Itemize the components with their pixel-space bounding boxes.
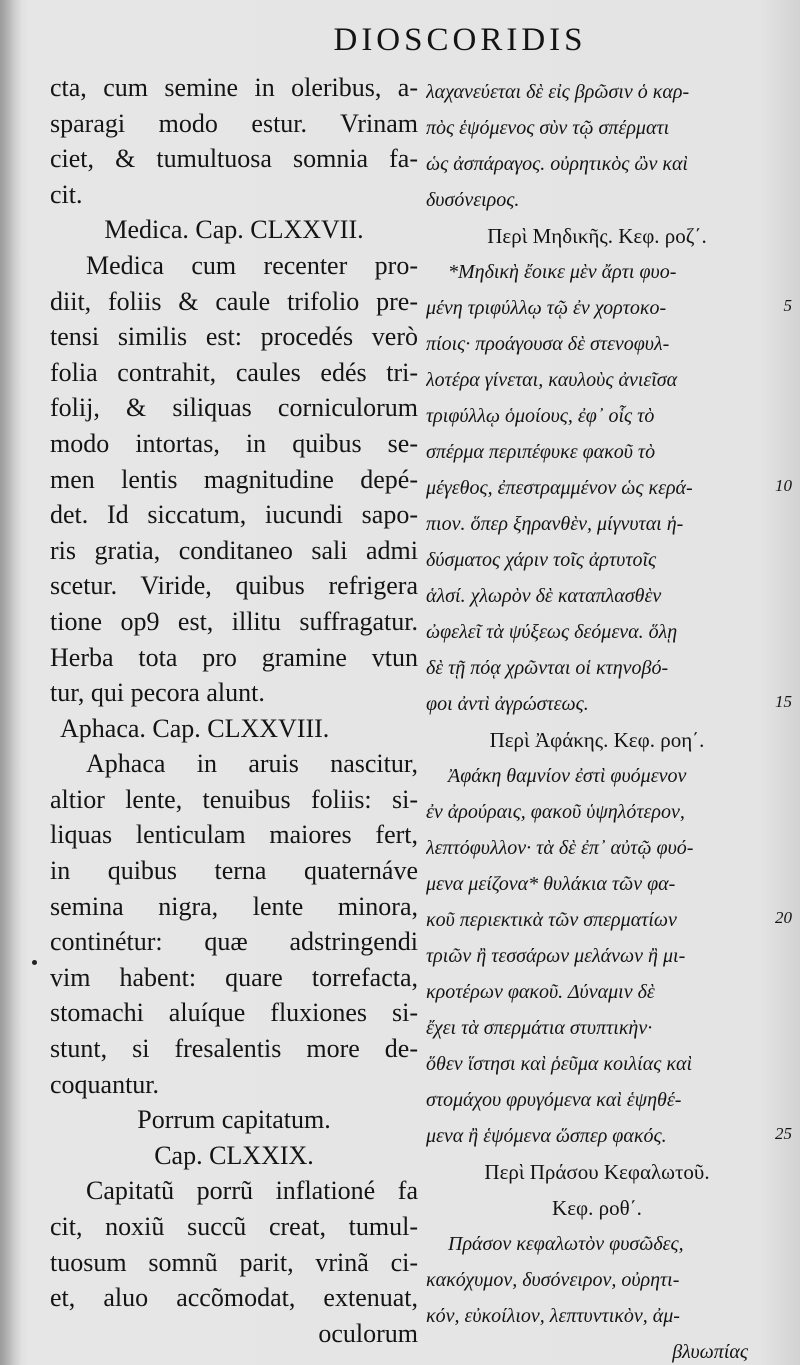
greek-text-line: μένη τριφύλλῳ τῷ ἐν χορτοκο- xyxy=(426,297,667,319)
latin-text-line: Aphaca in aruis nascitur, xyxy=(86,749,418,779)
latin-text-line: semina nigra, lente minora, xyxy=(50,891,418,921)
latin-text-line: et, aluo accõmodat, extenuat, xyxy=(50,1283,418,1313)
greek-text-line: λεπτόφυλλον· τὰ δὲ ἐπ᾽ αὐτῷ φυό- xyxy=(426,837,694,859)
latin-text-line: men lentis magnitudine depé- xyxy=(50,464,418,494)
latin-text-line: coquantur. xyxy=(50,1069,160,1099)
line-number-margin xyxy=(760,0,800,1365)
running-header: DIOSCORIDIS xyxy=(333,22,587,58)
greek-text-line: ἁλσί. χλωρὸν δὲ καταπλασθὲν xyxy=(426,585,662,607)
latin-text-line: tur, qui pecora alunt. xyxy=(50,678,265,708)
greek-text-line: λοτέρα γίνεται, καυλοὺς ἀνιεῖσα xyxy=(426,369,678,391)
latin-text-line: Herba tota pro gramine vtun xyxy=(50,642,418,672)
latin-text-line: sparagi modo estur. Vrinam xyxy=(50,108,418,138)
greek-text-line: μέγεθος, ἐπεστραμμένον ὡς κερά- xyxy=(426,477,693,499)
latin-text-line: ris gratia, conditaneo sali admi xyxy=(50,535,418,565)
greek-text-line: κόν, εὐκοίλιον, λεπτυντικὸν, ἀμ- xyxy=(426,1305,680,1327)
margin-line-number: 25 xyxy=(775,1124,792,1143)
greek-text-line: βλυωπίας xyxy=(672,1341,748,1363)
greek-text-line: μενα μείζονα* θυλάκια τῶν φα- xyxy=(426,873,676,895)
greek-text-line: ὠφελεῖ τὰ ψύξεως δεόμενα. ὅλῃ xyxy=(426,621,678,643)
greek-text-line: λαχανεύεται δὲ εἰς βρῶσιν ὁ καρ- xyxy=(426,81,690,103)
greek-text-line: κοῦ περιεκτικὰ τῶν σπερματίων xyxy=(426,909,677,931)
latin-text-line: det. Id siccatum, iucundi sapo- xyxy=(50,500,418,530)
greek-text-line: στομάχου φρυγόμενα καὶ ἑψηθέ- xyxy=(426,1089,682,1111)
greek-text-line: πιον. ὅπερ ξηρανθὲν, μίγνυται ἡ- xyxy=(426,513,684,535)
latin-text-line: diit, foliis & caule trifolio pre- xyxy=(50,286,418,316)
latin-text-line: ciet, & tumultuosa somnia fa- xyxy=(50,144,418,174)
latin-text-line: scetur. Viride, quibus refrigera xyxy=(50,571,418,601)
margin-line-number: 15 xyxy=(775,692,792,711)
latin-text-line: oculorum xyxy=(318,1318,418,1348)
latin-text-line: folij, & siliquas corniculorum xyxy=(50,393,418,423)
greek-text-line: ὡς ἀσπάραγος. οὐρητικὸς ὢν καὶ xyxy=(426,153,688,175)
latin-text-line: Cap. CLXXIX. xyxy=(154,1140,314,1170)
latin-text-line: continétur: quæ adstringendi xyxy=(50,927,418,957)
latin-text-line: vim habent: quare torrefacta, xyxy=(50,962,418,992)
greek-text-line: κροτέρων φακοῦ. Δύναμιν δὲ xyxy=(426,981,655,1003)
greek-text-line: Κεφ. ροθ΄. xyxy=(552,1196,642,1220)
latin-column xyxy=(50,70,418,1351)
greek-text-line: δύσματος χάριν τοῖς ἀρτυτοῖς xyxy=(426,549,657,571)
latin-text-line: tensi similis est: procedés verò xyxy=(50,322,418,352)
greek-text-line: δὲ τῇ πόᾳ χρῶνται οἱ κτηνοβό- xyxy=(426,657,669,679)
greek-text-line: Πράσον κεφαλωτὸν φυσῶδες, xyxy=(448,1233,684,1255)
greek-text-line: τριῶν ἢ τεσσάρων μελάνων ἢ μι- xyxy=(426,945,686,967)
greek-text-line: Περὶ Πράσου Κεφαλωτοῦ. xyxy=(484,1160,710,1184)
latin-text-line: tuosum somnũ parit, vrinã ci- xyxy=(50,1247,418,1277)
greek-text-line: ἐν ἀρούραις, φακοῦ ὑψηλότερον, xyxy=(426,801,685,823)
greek-text-line: πὸς ἑψόμενος σὺν τῷ σπέρματι xyxy=(426,117,670,139)
latin-text-line: Medica cum recenter pro- xyxy=(86,250,418,280)
latin-text-line: liquas lenticulam maiores fert, xyxy=(50,820,418,850)
gutter-shadow xyxy=(0,0,22,1365)
latin-text-line: cit, noxiũ succũ creat, tumul- xyxy=(50,1212,418,1241)
margin-line-number: 20 xyxy=(775,908,792,927)
greek-text-line: μενα ἢ ἑψόμενα ὥσπερ φακός. xyxy=(426,1125,667,1147)
margin-bullet-mark xyxy=(32,960,37,965)
latin-text-line: in quibus terna quaternáve xyxy=(50,856,418,886)
greek-text-line: ὅθεν ἵστησι καὶ ῥεῦμα κοιλίας καὶ xyxy=(426,1053,692,1075)
greek-text-line: πίοις· προάγουσα δὲ στενοφυλ- xyxy=(426,333,670,355)
margin-line-number: 5 xyxy=(783,296,792,315)
latin-text-line: altior lente, tenuibus foliis: si- xyxy=(50,784,418,814)
greek-text-line: φοι ἀντὶ ἀγρώστεως. xyxy=(426,693,589,715)
latin-text-line: folia contrahit, caules edés tri- xyxy=(50,357,418,387)
greek-text-line: σπέρμα περιπέφυκε φακοῦ τὸ xyxy=(426,441,656,463)
greek-text-line: κακόχυμον, δυσόνειρον, οὐρητι- xyxy=(426,1269,680,1291)
greek-text-line: Ἀφάκη θαμνίον ἐστὶ φυόμενον xyxy=(448,765,687,787)
greek-text-line: Περὶ Ἀφάκης. Κεφ. ροη΄. xyxy=(489,728,705,752)
greek-text-line: *Μηδικὴ ἔοικε μὲν ἄρτι φυο- xyxy=(448,261,677,283)
latin-text-line: stomachi aluíque fluxiones si- xyxy=(50,998,418,1028)
latin-text-line: Porrum capitatum. xyxy=(137,1105,331,1135)
latin-text-line: tione op9 est, illitu suffragatur. xyxy=(50,606,418,636)
greek-text-line: ἔχει τὰ σπερμάτια στυπτικὴν· xyxy=(426,1017,653,1039)
greek-column xyxy=(426,74,768,1365)
greek-text-line: Περὶ Μηδικῆς. Κεφ. ροζ΄. xyxy=(487,224,707,248)
margin-line-number: 10 xyxy=(775,476,792,495)
latin-text-line: Medica. Cap. CLXXVII. xyxy=(104,215,364,245)
greek-text-line: τριφύλλῳ ὁμοίους, ἐφ᾽ οἷς τὸ xyxy=(426,405,655,427)
latin-text-line: modo intortas, in quibus se- xyxy=(50,428,418,458)
latin-text-line: cta, cum semine in oleribus, a- xyxy=(50,73,418,102)
latin-text-line: cit. xyxy=(50,179,83,209)
latin-text-line: Aphaca. Cap. CLXXVIII. xyxy=(60,713,330,743)
greek-text-line: δυσόνειρος. xyxy=(426,189,520,211)
latin-text-line: Capitatũ porrũ inflationé fa xyxy=(86,1176,418,1206)
latin-text-line: stunt, si fresalentis more de- xyxy=(50,1034,418,1064)
